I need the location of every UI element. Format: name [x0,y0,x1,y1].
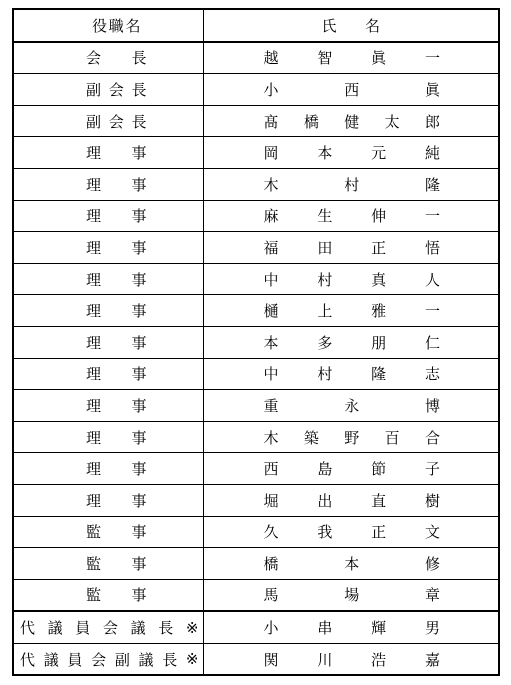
glyph: 木 [263,428,279,447]
glyph: 理 [86,270,102,289]
position-cell [13,421,203,453]
glyph: 直 [371,491,387,510]
glyph: 仁 [424,333,440,352]
glyph: 健 [344,112,360,131]
table-row [13,105,499,137]
glyph: 理 [86,365,102,384]
position-text [86,363,147,384]
glyph: 事 [131,333,147,352]
glyph: 永 [344,396,360,415]
glyph: 子 [424,460,440,479]
glyph: 員 [75,619,91,638]
glyph: 事 [131,175,147,194]
table-row [13,390,499,422]
glyph: 事 [131,270,147,289]
position-column-header [13,9,203,42]
table-row [13,74,499,106]
glyph: 長 [131,112,147,131]
position-text [86,205,147,226]
name-text [264,111,441,132]
name-cell [203,611,499,643]
glyph: 樋 [263,302,279,321]
position-cell [13,611,203,643]
glyph: 会 [86,49,102,68]
glyph: 村 [344,175,360,194]
position-cell [13,42,203,74]
glyph: 場 [344,586,360,605]
glyph: 監 [86,554,102,573]
name-text [264,79,441,100]
glyph: 純 [424,144,440,163]
glyph: 役 [92,16,108,35]
name-text [264,300,441,321]
glyph: 会 [102,619,118,638]
position-cell [13,168,203,200]
position-cell [13,200,203,232]
glyph: 眞 [371,49,387,68]
glyph: 一 [424,207,440,226]
glyph: 事 [131,523,147,542]
glyph: 真 [371,270,387,289]
name-cell [203,516,499,548]
glyph: 博 [424,396,440,415]
glyph: 出 [317,491,333,510]
name-text [264,395,441,416]
glyph: 久 [263,523,279,542]
glyph: 川 [317,650,333,669]
header-row [13,9,499,42]
glyph: 我 [317,523,333,542]
glyph: 西 [344,80,360,99]
glyph: 橋 [263,554,279,573]
position-text [20,617,199,638]
table-row [13,200,499,232]
glyph: 長 [131,80,147,99]
name-cell [203,421,499,453]
glyph: 中 [263,365,279,384]
officer-roster-table [12,8,500,676]
name-cell [203,579,499,611]
glyph: 監 [86,586,102,605]
glyph: 男 [424,619,440,638]
glyph: 理 [86,144,102,163]
position-text [86,237,147,258]
table-row [13,42,499,74]
glyph: 輝 [371,619,387,638]
name-cell [203,453,499,485]
position-text [86,553,147,574]
glyph: 会 [108,112,124,131]
glyph: 関 [263,650,279,669]
glyph: 小 [263,80,279,99]
glyph: 事 [131,460,147,479]
name-cell [203,200,499,232]
glyph: 堀 [263,491,279,510]
glyph: ※ [185,618,199,637]
glyph: 伸 [371,207,387,226]
position-cell [13,105,203,137]
glyph: 生 [317,207,333,226]
name-cell [203,358,499,390]
glyph: 議 [47,619,63,638]
position-text [86,584,147,605]
glyph: 福 [263,238,279,257]
glyph: 村 [317,270,333,289]
glyph: 会 [108,80,124,99]
position-text [86,332,147,353]
glyph: 野 [344,428,360,447]
glyph: 名 [364,16,380,35]
name-cell [203,137,499,169]
glyph: 田 [317,238,333,257]
position-cell [13,516,203,548]
glyph: 隆 [424,175,440,194]
position-text [86,521,147,542]
glyph: 理 [86,333,102,352]
glyph: 本 [263,333,279,352]
name-cell [203,74,499,106]
glyph: 節 [371,460,387,479]
glyph: 髙 [263,112,279,131]
glyph: 村 [317,365,333,384]
glyph: 議 [138,650,154,669]
table-row [13,421,499,453]
name-cell [203,295,499,327]
glyph: 事 [131,207,147,226]
glyph: 事 [131,238,147,257]
position-cell [13,263,203,295]
glyph: 事 [131,396,147,415]
glyph: 理 [86,302,102,321]
glyph: 西 [263,460,279,479]
name-text [264,553,441,574]
name-text [264,205,441,226]
position-text [86,458,147,479]
position-text [86,79,147,100]
position-text [86,269,147,290]
table-row [13,643,499,675]
table-row [13,232,499,264]
glyph: 副 [86,112,102,131]
table-row [13,453,499,485]
glyph: 岡 [263,144,279,163]
glyph: 議 [43,650,59,669]
name-text [264,427,441,448]
name-header-text [322,15,381,36]
position-text [86,111,147,132]
position-text [86,142,147,163]
glyph: ※ [185,650,199,669]
name-cell [203,390,499,422]
glyph: 理 [86,238,102,257]
glyph: 島 [317,460,333,479]
glyph: 一 [424,49,440,68]
name-cell [203,484,499,516]
name-cell [203,548,499,580]
position-cell [13,390,203,422]
glyph: 嘉 [424,650,440,669]
glyph: 樹 [424,491,440,510]
name-cell [203,105,499,137]
position-cell [13,643,203,675]
position-cell [13,74,203,106]
glyph: 正 [371,238,387,257]
glyph: 氏 [321,16,337,35]
name-text [264,490,441,511]
glyph: 多 [317,333,333,352]
glyph: 員 [67,650,83,669]
glyph: 代 [20,619,36,638]
glyph: 議 [130,619,146,638]
position-cell [13,295,203,327]
glyph: 理 [86,491,102,510]
glyph: 理 [86,396,102,415]
position-text [86,427,147,448]
glyph: 浩 [371,650,387,669]
glyph: 本 [344,554,360,573]
name-cell [203,326,499,358]
glyph: 串 [317,619,333,638]
glyph: 名 [125,16,141,35]
position-cell [13,453,203,485]
glyph: 麻 [263,207,279,226]
position-text [86,490,147,511]
glyph: 事 [131,144,147,163]
position-cell [13,326,203,358]
glyph: 一 [424,302,440,321]
name-text [264,174,441,195]
glyph: 智 [317,49,333,68]
table-row [13,263,499,295]
glyph: 木 [263,175,279,194]
glyph: 事 [131,365,147,384]
glyph: 理 [86,175,102,194]
name-cell [203,263,499,295]
position-text [86,395,147,416]
glyph: 理 [86,428,102,447]
table-row [13,326,499,358]
glyph: 中 [263,270,279,289]
glyph: 築 [303,428,319,447]
glyph: 事 [131,491,147,510]
name-text [264,521,441,542]
glyph: 郎 [424,112,440,131]
table-row [13,579,499,611]
table-row [13,484,499,516]
position-cell [13,579,203,611]
glyph: 長 [162,650,178,669]
name-text [264,47,441,68]
glyph: 事 [131,428,147,447]
name-column-header [203,9,499,42]
position-text [20,649,199,670]
glyph: 悟 [424,238,440,257]
name-text [264,584,441,605]
glyph: 本 [317,144,333,163]
name-cell [203,168,499,200]
table-row [13,295,499,327]
glyph: 章 [424,586,440,605]
glyph: 馬 [263,586,279,605]
position-cell [13,137,203,169]
position-text [86,174,147,195]
glyph: 副 [114,650,130,669]
position-header-text [92,15,141,36]
glyph: 代 [20,650,36,669]
table-row [13,358,499,390]
glyph: 人 [424,270,440,289]
position-text [86,300,147,321]
position-cell [13,548,203,580]
glyph: 小 [263,619,279,638]
glyph: 長 [158,619,174,638]
position-cell [13,358,203,390]
table-row [13,168,499,200]
name-cell [203,42,499,74]
glyph: 志 [424,365,440,384]
glyph: 理 [86,207,102,226]
glyph: 事 [131,586,147,605]
position-text [86,47,147,68]
name-text [264,269,441,290]
glyph: 百 [384,428,400,447]
position-cell [13,484,203,516]
glyph: 太 [384,112,400,131]
name-text [264,363,441,384]
name-text [264,617,441,638]
name-cell [203,643,499,675]
glyph: 元 [371,144,387,163]
glyph: 雅 [371,302,387,321]
glyph: 修 [424,554,440,573]
name-text [264,142,441,163]
roster-body [13,42,499,676]
glyph: 眞 [424,80,440,99]
position-cell [13,232,203,264]
glyph: 理 [86,460,102,479]
name-text [264,458,441,479]
glyph: 正 [371,523,387,542]
table-row [13,611,499,643]
glyph: 隆 [371,365,387,384]
glyph: 合 [424,428,440,447]
glyph: 事 [131,302,147,321]
glyph: 重 [263,396,279,415]
name-cell [203,232,499,264]
glyph: 事 [131,554,147,573]
name-text [264,649,441,670]
table-row [13,548,499,580]
table-row [13,516,499,548]
glyph: 橋 [303,112,319,131]
glyph: 職 [108,16,124,35]
glyph: 長 [131,49,147,68]
glyph: 越 [263,49,279,68]
glyph: 上 [317,302,333,321]
glyph: 文 [424,523,440,542]
glyph: 副 [86,80,102,99]
glyph: 監 [86,523,102,542]
name-text [264,332,441,353]
glyph: 会 [91,650,107,669]
glyph: 朋 [371,333,387,352]
name-text [264,237,441,258]
table-row [13,137,499,169]
